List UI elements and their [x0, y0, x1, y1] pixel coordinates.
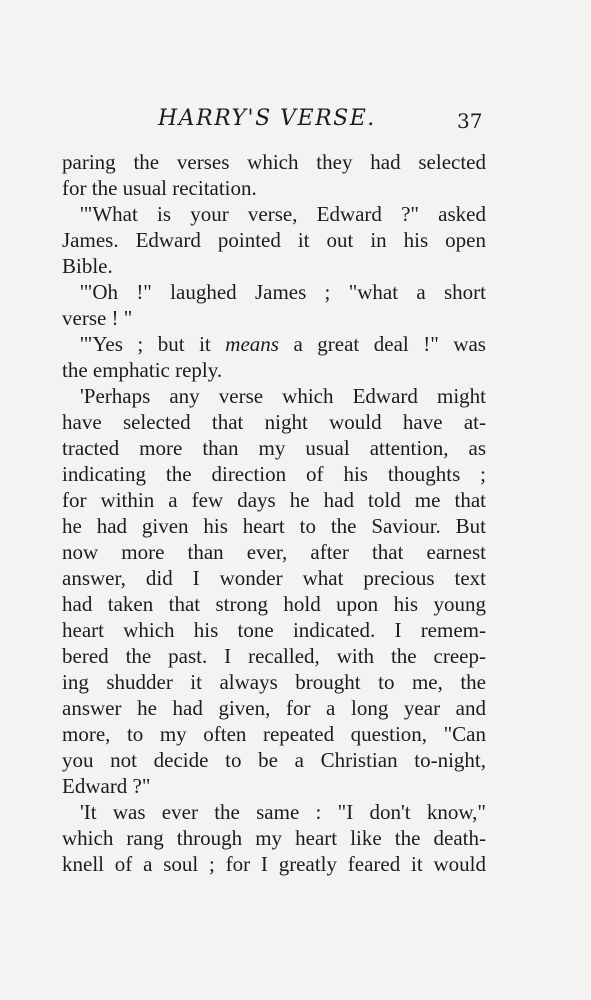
text-line: Edward ?": [62, 774, 151, 798]
emphasis-word: means: [225, 332, 279, 356]
text-line: knell of a soul ; for I greatly feared it would: [62, 852, 486, 876]
text-line: more, to my often repeated question, "Can: [62, 722, 486, 746]
text-line: the emphatic reply.: [62, 358, 223, 382]
text-line: answer he had given, for a long year and: [62, 696, 486, 720]
text-line: for the usual recitation.: [62, 176, 257, 200]
page-number: 37: [457, 109, 483, 133]
text-line: verse ! ": [62, 306, 133, 330]
text-line: answer, did I wonder what precious text: [62, 566, 486, 590]
text-line: now more than ever, after that earnest: [62, 540, 486, 564]
body-text: [62, 149, 486, 877]
running-title: HARRY'S VERSE.: [158, 106, 376, 131]
text-line: tracted more than my usual attention, as: [62, 436, 486, 460]
text-line: 'It was ever the same : "I don't know,": [80, 800, 486, 824]
text-line: '"Yes ; but it means a great deal !" was: [80, 332, 486, 356]
text-line: ing shudder it always brought to me, the: [62, 670, 486, 694]
text-line: Bible.: [62, 254, 113, 278]
text-line: which rang through my heart like the death-: [62, 826, 486, 850]
text-line: had taken that strong hold upon his young: [62, 592, 486, 616]
text-line: heart which his tone indicated. I remem-: [62, 618, 486, 642]
text-line: bered the past. I recalled, with the creep-: [62, 644, 486, 668]
text-line: '"What is your verse, Edward ?" asked: [80, 202, 486, 226]
text-line: he had given his heart to the Saviour. But: [62, 514, 486, 538]
text-line: James. Edward pointed it out in his open: [62, 228, 486, 252]
text-line: indicating the direction of his thoughts ;: [62, 462, 486, 486]
text-line: '"Oh !" laughed James ; "what a short: [80, 280, 486, 304]
text-line: paring the verses which they had selected: [62, 150, 486, 174]
text-line: you not decide to be a Christian to-night,: [62, 748, 486, 772]
text-line: for within a few days he had told me that: [62, 488, 486, 512]
text-line: 'Perhaps any verse which Edward might: [80, 384, 486, 408]
text-line: have selected that night would have at-: [62, 410, 486, 434]
